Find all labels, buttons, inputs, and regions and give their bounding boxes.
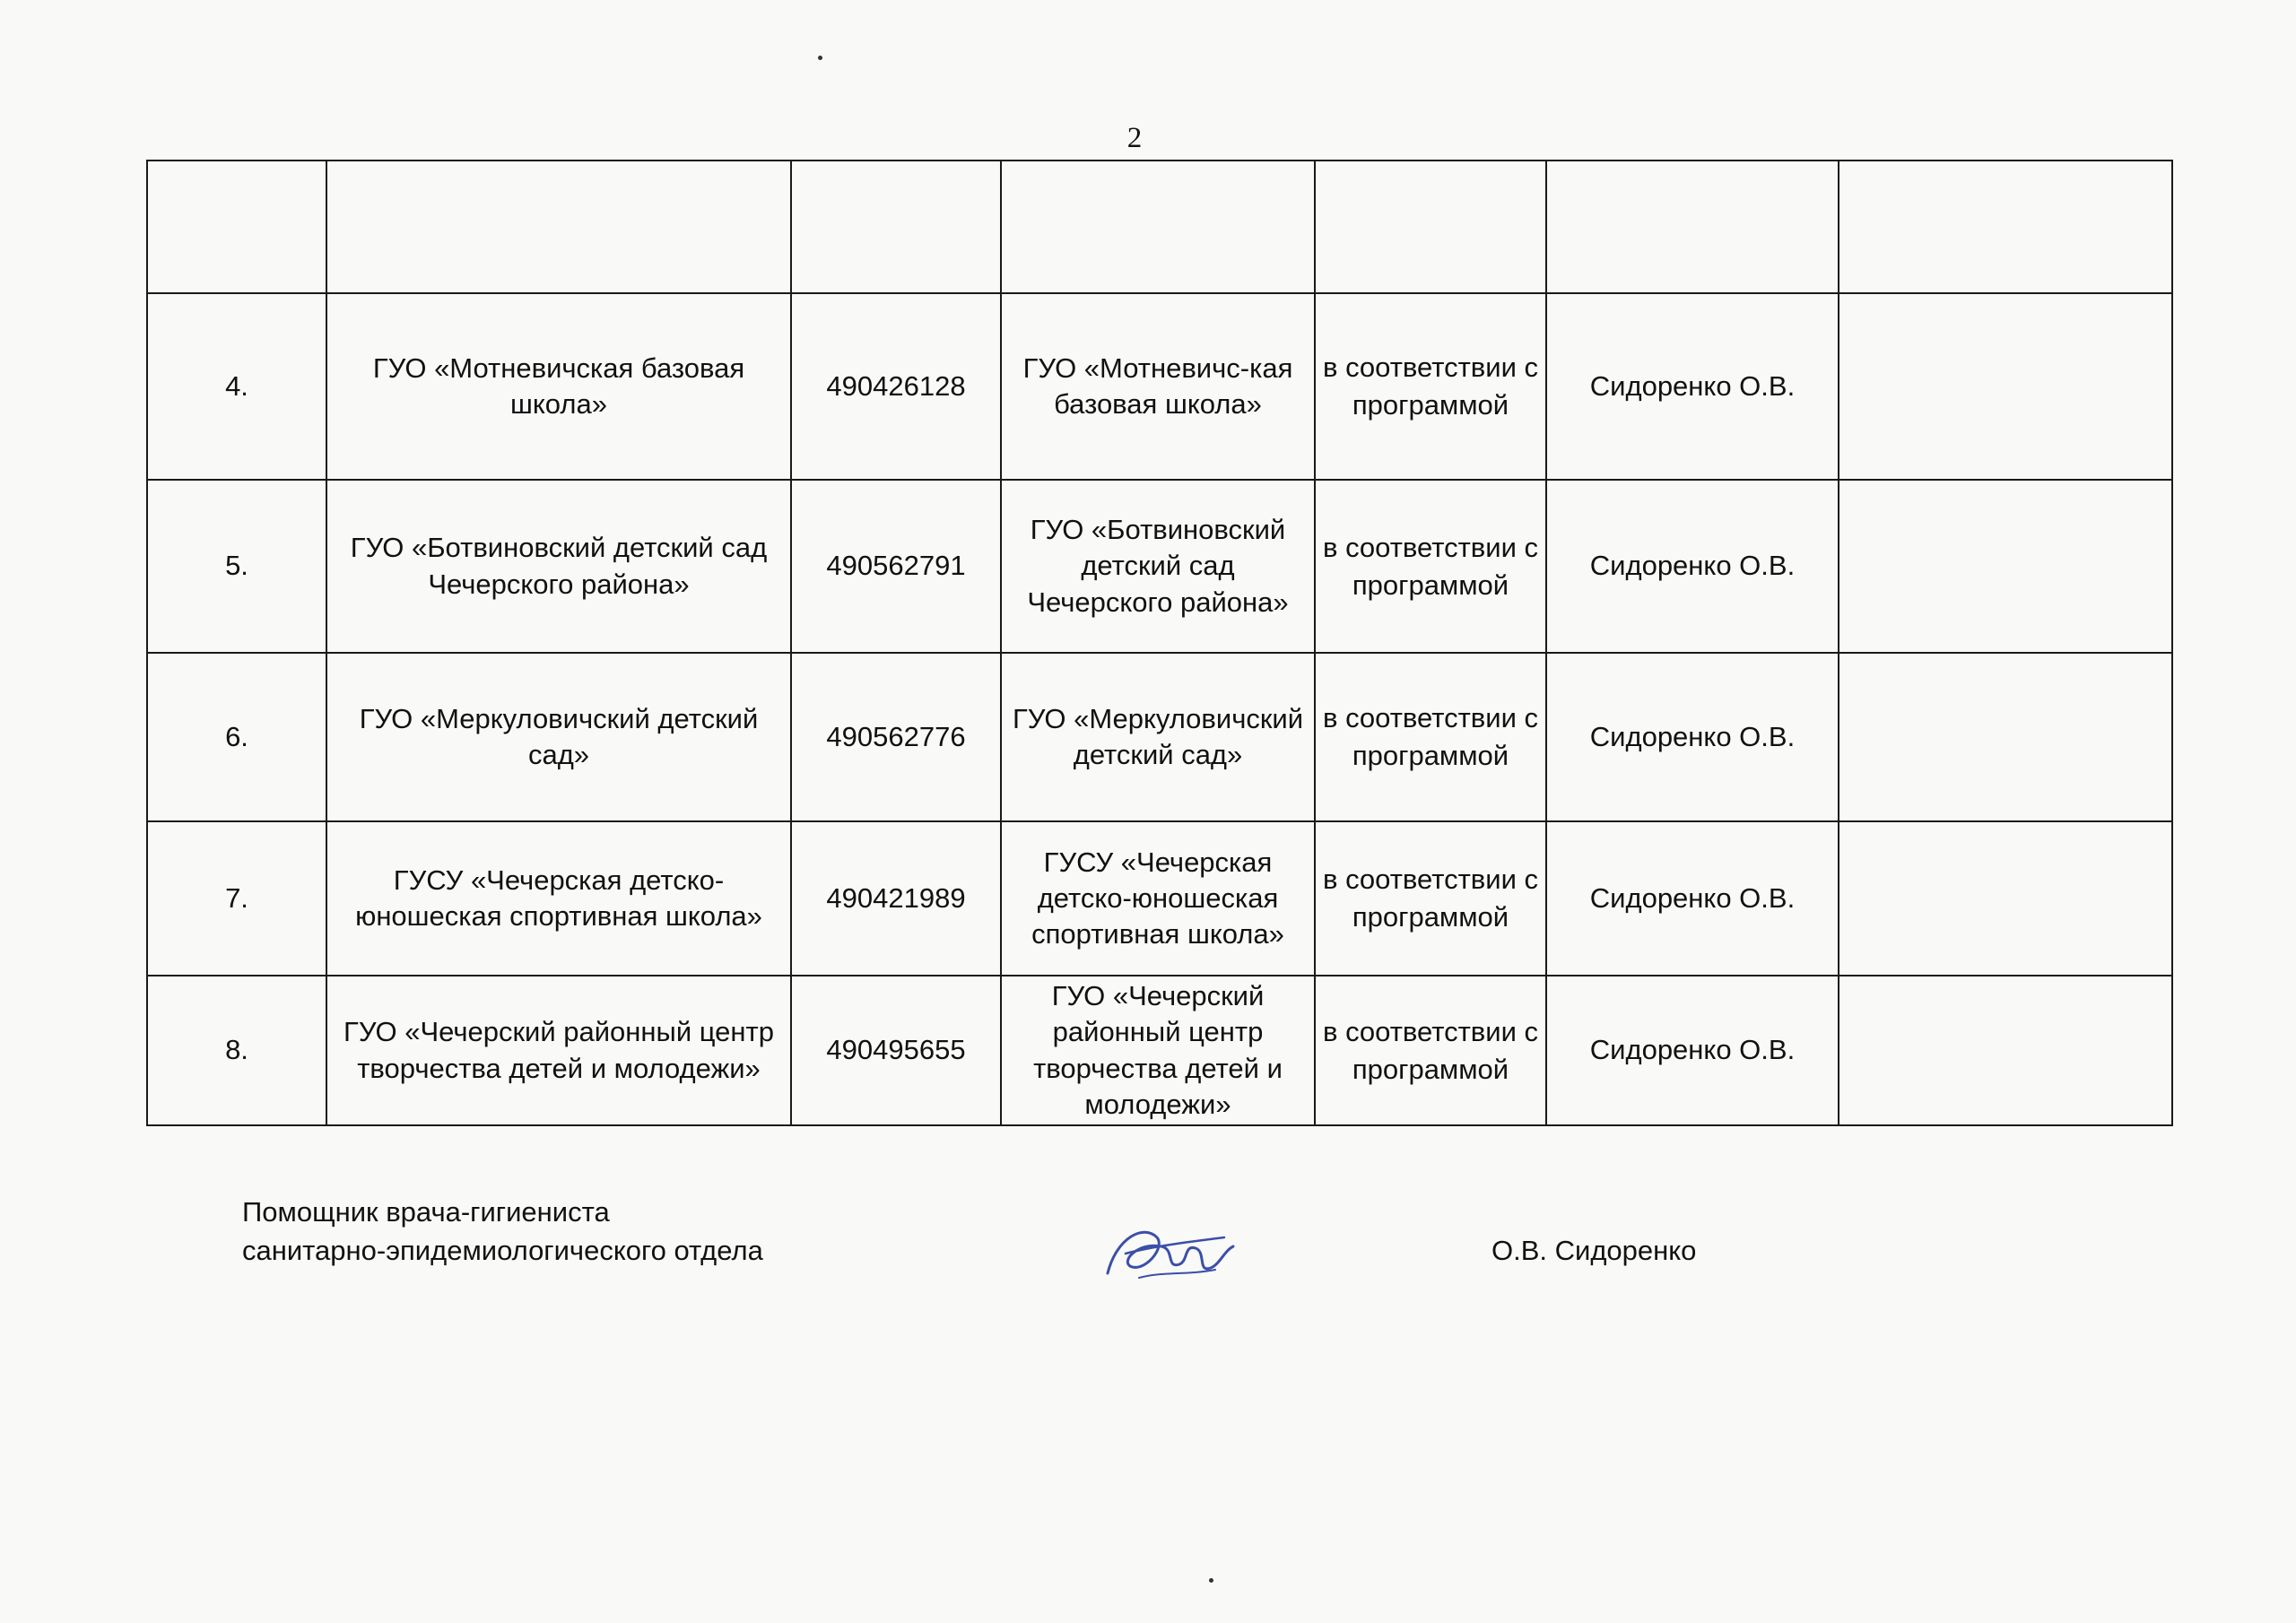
organization-cell: ГУО «Меркуловичский детский сад» [326,653,791,821]
table-row [147,161,2172,293]
period-cell [1315,161,1546,293]
responsible-cell: Сидоренко О.В. [1546,293,1839,480]
period-cell: в соответствии с программой [1315,821,1546,976]
row-number-cell: 4. [147,293,326,480]
extra-cell [1839,653,2172,821]
responsible-cell: Сидоренко О.В. [1546,480,1839,653]
extra-cell [1839,976,2172,1125]
responsible-cell: Сидоренко О.В. [1546,821,1839,976]
scan-speck [818,56,822,60]
unp-cell: 490495655 [791,976,1001,1125]
object-cell: ГУО «Меркуловичский детский сад» [1001,653,1315,821]
object-cell: ГУО «Мотневичс-кая базовая школа» [1001,293,1315,480]
table-row [147,653,2172,821]
organization-cell: ГУСУ «Чечерская детско-юношеская спортивная школа» [326,821,791,976]
unp-cell [791,161,1001,293]
row-number-cell [147,161,326,293]
unp-cell: 490562776 [791,653,1001,821]
period-cell: в соответствии с программой [1315,480,1546,653]
object-cell [1001,161,1315,293]
table-row [147,976,2172,1125]
organization-cell: ГУО «Чечерский районный центр творчества детей и молодежи» [326,976,791,1125]
responsible-cell: Сидоренко О.В. [1546,976,1839,1125]
page-number: 2 [1126,122,1143,154]
organization-cell: ГУО «Ботвиновский детский сад Чечерского района» [326,480,791,653]
monitoring-table [146,160,2173,1126]
unp-cell: 490421989 [791,821,1001,976]
unp-cell: 490426128 [791,293,1001,480]
object-cell: ГУО «Ботвиновский детский сад Чечерского района» [1001,480,1315,653]
table-row [147,821,2172,976]
organization-cell: ГУО «Мотневичская базовая школа» [326,293,791,480]
scan-speck [1209,1578,1213,1583]
period-cell: в соответствии с программой [1315,653,1546,821]
signatory-position-line1: Помощник врача-гигиениста [242,1196,610,1228]
extra-cell [1839,821,2172,976]
period-cell: в соответствии с программой [1315,976,1546,1125]
signatory-name: О.В. Сидоренко [1492,1235,1697,1266]
table-row [147,293,2172,480]
row-number-cell: 5. [147,480,326,653]
extra-cell [1839,293,2172,480]
table-row [147,480,2172,653]
row-number-cell: 7. [147,821,326,976]
object-cell: ГУО «Чечерский районный центр творчества детей и молодежи» [1001,976,1315,1125]
responsible-cell [1546,161,1839,293]
period-cell: в соответствии с программой [1315,293,1546,480]
signatory-position [242,1193,763,1271]
row-number-cell: 8. [147,976,326,1125]
extra-cell [1839,480,2172,653]
object-cell: ГУСУ «Чечерская детско-юношеская спортивная школа» [1001,821,1315,976]
responsible-cell: Сидоренко О.В. [1546,653,1839,821]
row-number-cell: 6. [147,653,326,821]
unp-cell: 490562791 [791,480,1001,653]
handwritten-signature-icon [1090,1211,1242,1291]
organization-cell [326,161,791,293]
extra-cell [1839,161,2172,293]
signatory-position-line2: санитарно-эпидемиологического отдела [242,1235,763,1267]
